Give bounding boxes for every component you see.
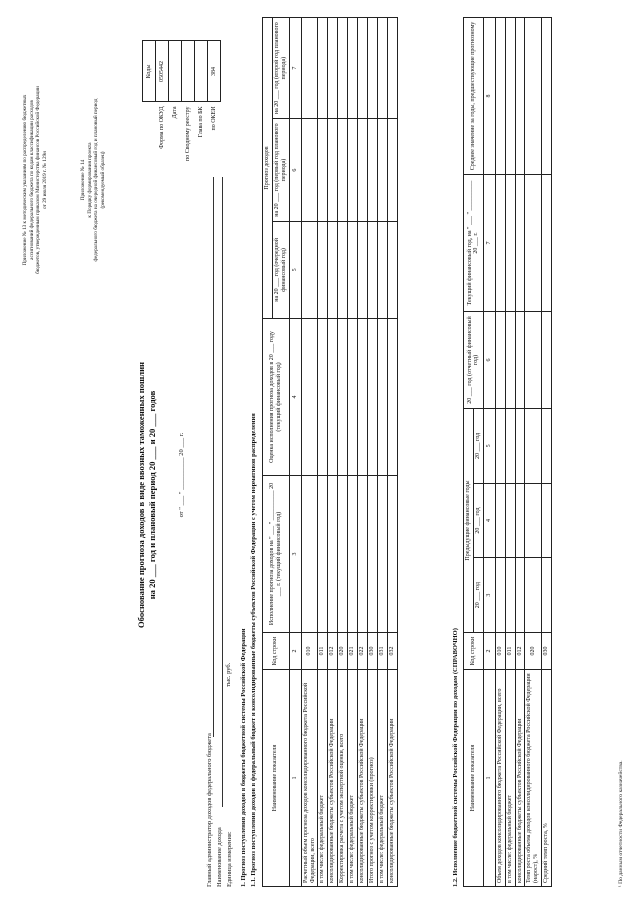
row-code: 011 xyxy=(505,633,515,670)
value-cell[interactable] xyxy=(377,18,387,119)
value-cell[interactable] xyxy=(348,476,358,633)
col-number: 2 xyxy=(289,633,301,670)
value-cell[interactable] xyxy=(495,409,505,484)
value-cell[interactable] xyxy=(301,119,318,221)
col-prev-header: Предыдущие финансовые годы xyxy=(464,409,474,633)
col-name-header: Наименование показателя xyxy=(464,670,484,887)
table-row xyxy=(348,18,358,887)
value-cell[interactable] xyxy=(367,119,377,221)
execution-table xyxy=(463,17,552,887)
table-row xyxy=(525,18,542,887)
table-row xyxy=(515,18,525,887)
value-cell[interactable] xyxy=(338,119,348,221)
row-name: Корректировка расчета с учетом экспертной оценки, всего xyxy=(338,670,348,887)
col-forecast-y2: на 20 ___ год (первый год планового периода) xyxy=(272,119,289,221)
value-cell[interactable] xyxy=(542,18,552,175)
row-code: 020 xyxy=(338,633,348,670)
value-cell[interactable] xyxy=(377,319,387,476)
code-value xyxy=(195,41,208,102)
value-cell[interactable] xyxy=(367,221,377,318)
col-name-header: Наименование показателя xyxy=(263,670,290,887)
section1-subtitle: 1.1. Прогноз поступления доходов в федеральный бюджет и консолидированные бюджеты субъектов Российской Федерации с учетом нормативов распределения xyxy=(249,413,257,887)
col-estimate-header: Оценка исполнения прогноза доходов в 20 ___ году (текущий финансовый год) xyxy=(263,319,290,476)
col-number: 7 xyxy=(483,175,495,312)
value-cell[interactable] xyxy=(387,319,397,476)
col-current-year: Текущий финансовый год, на " ___ " __________ 20 ___ г. xyxy=(464,175,484,312)
value-cell[interactable] xyxy=(387,18,397,119)
col-forecast-y1: на 20 ___ год (очередной финансовый год) xyxy=(272,221,289,318)
code-label: Глава по БК xyxy=(197,106,204,138)
unit-label: Единица измерения: xyxy=(225,831,233,887)
col-number: 3 xyxy=(483,558,495,633)
admin-fill-line xyxy=(213,177,214,737)
col-average: Среднее значение за годы, предшествующие прогнозному xyxy=(464,18,484,175)
row-code: 012 xyxy=(328,633,338,670)
value-cell[interactable] xyxy=(515,312,525,409)
col-number: 4 xyxy=(289,319,301,476)
row-code: 010 xyxy=(301,633,318,670)
col-number: 6 xyxy=(483,312,495,409)
col-number: 2 xyxy=(483,633,495,670)
value-cell[interactable] xyxy=(338,319,348,476)
col-reporting-year: 20 ___ год (отчетный финансовый год) xyxy=(464,312,484,409)
table-row xyxy=(358,18,368,887)
value-cell[interactable] xyxy=(367,319,377,476)
admin-label: Главный администратор доходов федерального бюджета xyxy=(206,733,213,887)
value-cell[interactable] xyxy=(525,18,542,175)
value-cell[interactable] xyxy=(301,476,318,633)
row-code: 031 xyxy=(377,633,387,670)
codes-header: Коды xyxy=(143,41,156,102)
value-cell[interactable] xyxy=(542,483,552,558)
col-number: 5 xyxy=(289,221,301,318)
value-cell[interactable] xyxy=(328,119,338,221)
value-cell[interactable] xyxy=(505,409,515,484)
value-cell[interactable] xyxy=(358,476,368,633)
col-number: 3 xyxy=(289,476,301,633)
col-number: 7 xyxy=(289,18,301,119)
value-cell[interactable] xyxy=(348,18,358,119)
value-cell[interactable] xyxy=(495,312,505,409)
row-name: в том числе: федеральный бюджет xyxy=(505,670,515,887)
col-number: 5 xyxy=(483,409,495,484)
code-label: Форма по ОКУД xyxy=(158,106,165,149)
value-cell[interactable] xyxy=(515,483,525,558)
value-cell[interactable] xyxy=(525,558,542,633)
value-cell[interactable] xyxy=(515,18,525,175)
row-name: консолидированные бюджеты субъектов Российской Федерации xyxy=(358,670,368,887)
value-cell[interactable] xyxy=(542,409,552,484)
row-code: 020 xyxy=(525,633,542,670)
value-cell[interactable] xyxy=(301,319,318,476)
code-value: 384 xyxy=(208,41,221,102)
value-cell[interactable] xyxy=(495,18,505,175)
code-label: по ОКЕИ xyxy=(210,106,217,131)
value-cell[interactable] xyxy=(525,175,542,312)
col-number: 8 xyxy=(483,18,495,175)
col-number: 6 xyxy=(289,119,301,221)
income-label: Наименование дохода xyxy=(215,827,223,887)
value-cell[interactable] xyxy=(338,18,348,119)
table-row xyxy=(318,18,328,887)
value-cell[interactable] xyxy=(387,221,397,318)
row-name: консолидированные бюджеты субъектов Российской Федерации xyxy=(328,670,338,887)
value-cell[interactable] xyxy=(495,483,505,558)
value-cell[interactable] xyxy=(525,312,542,409)
col-number: 4 xyxy=(483,483,495,558)
value-cell[interactable] xyxy=(318,119,328,221)
table-row xyxy=(495,18,505,887)
forecast-table xyxy=(262,17,398,887)
table-row xyxy=(542,18,552,887)
value-cell[interactable] xyxy=(542,312,552,409)
row-name: в том числе: федеральный бюджет xyxy=(348,670,358,887)
income-fill-line xyxy=(222,177,223,807)
document-date: от " ___ " __________ 20 ___ г. xyxy=(178,432,185,518)
table-row xyxy=(338,18,348,887)
table-row xyxy=(377,18,387,887)
value-cell[interactable] xyxy=(387,476,397,633)
unit-value: тыс. руб. xyxy=(225,662,232,687)
col-code-header: Код строки xyxy=(263,633,290,670)
col-prev-y3: 20 ___ год xyxy=(473,409,483,484)
value-cell[interactable] xyxy=(348,221,358,318)
row-name: в том числе: федеральный бюджет xyxy=(318,670,328,887)
value-cell[interactable] xyxy=(348,319,358,476)
col-number: 1 xyxy=(289,670,301,887)
row-name: консолидированные бюджеты субъектов Российской Федерации xyxy=(515,670,525,887)
value-cell[interactable] xyxy=(367,18,377,119)
table-row xyxy=(505,18,515,887)
col-number: 1 xyxy=(483,670,495,887)
col-forecast-y3: на 20 ___ год (второй год планового периода) xyxy=(272,18,289,119)
value-cell[interactable] xyxy=(505,18,515,175)
value-cell[interactable] xyxy=(377,476,387,633)
table-row xyxy=(301,18,318,887)
value-cell[interactable] xyxy=(301,18,318,119)
row-name: консолидированные бюджеты субъектов Российской Федерации xyxy=(387,670,397,887)
value-cell[interactable] xyxy=(328,18,338,119)
value-cell[interactable] xyxy=(358,319,368,476)
value-cell[interactable] xyxy=(338,221,348,318)
value-cell[interactable] xyxy=(505,558,515,633)
row-name: Средний темп роста, % xyxy=(542,670,552,887)
col-code-header: Код строки xyxy=(464,633,484,670)
value-cell[interactable] xyxy=(515,409,525,484)
appendix-line: от 29 июля 2019 г. № 129н xyxy=(41,151,48,209)
row-code: 012 xyxy=(515,633,525,670)
value-cell[interactable] xyxy=(387,119,397,221)
section1-title: 1. Прогноз поступления доходов в бюджеты бюджетной системы Российской Федерации xyxy=(239,628,247,887)
row-code: 011 xyxy=(318,633,328,670)
value-cell[interactable] xyxy=(505,175,515,312)
value-cell[interactable] xyxy=(318,476,328,633)
value-cell[interactable] xyxy=(318,18,328,119)
appendix-line: Приложение № 13 к методическим указаниям по распределению бюджетных xyxy=(22,94,28,266)
value-cell[interactable] xyxy=(318,221,328,318)
value-cell[interactable] xyxy=(515,175,525,312)
value-cell[interactable] xyxy=(495,558,505,633)
row-name: Темп роста объема доходов консолидированного бюджета Российской Федерации (нарост), % xyxy=(525,670,542,887)
section2-title: 1.2. Исполнение бюджетной системы Российской Федерации по доходам (СПРАВОЧНО) xyxy=(452,628,459,887)
col-forecast-header: Прогноз доходов xyxy=(263,18,273,319)
value-cell[interactable] xyxy=(525,409,542,484)
appendix-line: ассигнований федерального бюджета по кодам классификации расходов xyxy=(28,100,35,260)
title-line-2: на 20 ___ год и плановый период 20 ___ и 20 ___ годов xyxy=(147,390,158,600)
value-cell[interactable] xyxy=(358,221,368,318)
value-cell[interactable] xyxy=(301,221,318,318)
codes-box xyxy=(142,40,221,165)
table-row xyxy=(367,18,377,887)
value-cell[interactable] xyxy=(542,175,552,312)
row-code: 032 xyxy=(387,633,397,670)
row-name: Объем доходов консолидированного бюджета Российской Федерации, всего xyxy=(495,670,505,887)
value-cell[interactable] xyxy=(505,483,515,558)
recommended-sample-note xyxy=(80,55,106,305)
title-line-1: Обоснование прогноза доходов в виде ввозных таможенных пошлин xyxy=(136,362,146,628)
table-row xyxy=(387,18,397,887)
recommended-line: (рекомендуемый образец) xyxy=(99,151,106,209)
col-prev-y1: 20 ___ год xyxy=(473,558,483,633)
row-code: 030 xyxy=(367,633,377,670)
row-code: 030 xyxy=(542,633,552,670)
value-cell[interactable] xyxy=(358,18,368,119)
row-name: в том числе: федеральный бюджет xyxy=(377,670,387,887)
value-cell[interactable] xyxy=(328,319,338,476)
value-cell[interactable] xyxy=(505,312,515,409)
row-name: Итого прогноз с учетом корректировки (прогноз) xyxy=(367,670,377,887)
code-value xyxy=(169,41,182,102)
header-fields xyxy=(205,413,259,887)
col-prev-y2: 20 ___ год xyxy=(473,483,483,558)
value-cell[interactable] xyxy=(495,175,505,312)
code-value xyxy=(182,41,195,102)
value-cell[interactable] xyxy=(318,319,328,476)
value-cell[interactable] xyxy=(515,558,525,633)
document-title xyxy=(136,285,158,705)
recommended-line: к Порядку формирования проекта xyxy=(86,142,93,218)
recommended-line: федерального бюджета на очередной финансовый год и плановый период xyxy=(93,98,99,262)
value-cell[interactable] xyxy=(525,483,542,558)
value-cell[interactable] xyxy=(358,119,368,221)
row-code: 022 xyxy=(358,633,368,670)
row-code: 010 xyxy=(495,633,505,670)
value-cell[interactable] xyxy=(348,119,358,221)
recommended-line: Приложение № 14 xyxy=(80,159,86,201)
value-cell[interactable] xyxy=(377,221,387,318)
appendix-note xyxy=(22,30,48,330)
value-cell[interactable] xyxy=(338,476,348,633)
table-row xyxy=(328,18,338,887)
code-label: Дата xyxy=(171,106,178,119)
row-name: Расчетный объем прогноза доходов консолидированного бюджета Российской Федерации, всего xyxy=(301,670,318,887)
code-label: по Сводному реестру xyxy=(184,106,191,161)
footnote: ¹ По данным отчетности Федерального казначейства. xyxy=(618,760,624,887)
row-code: 021 xyxy=(348,633,358,670)
value-cell[interactable] xyxy=(542,558,552,633)
value-cell[interactable] xyxy=(328,221,338,318)
appendix-line: бюджетов, утвержденным приказом Министерства финансов Российской Федерации xyxy=(35,86,41,274)
code-value: 0505442 xyxy=(156,41,169,102)
col-exec-header: Исполнение прогноза доходов на " ___ " __________ 20 ___ г. (текущий финансовый год) xyxy=(263,476,290,633)
value-cell[interactable] xyxy=(367,476,377,633)
value-cell[interactable] xyxy=(328,476,338,633)
value-cell[interactable] xyxy=(377,119,387,221)
